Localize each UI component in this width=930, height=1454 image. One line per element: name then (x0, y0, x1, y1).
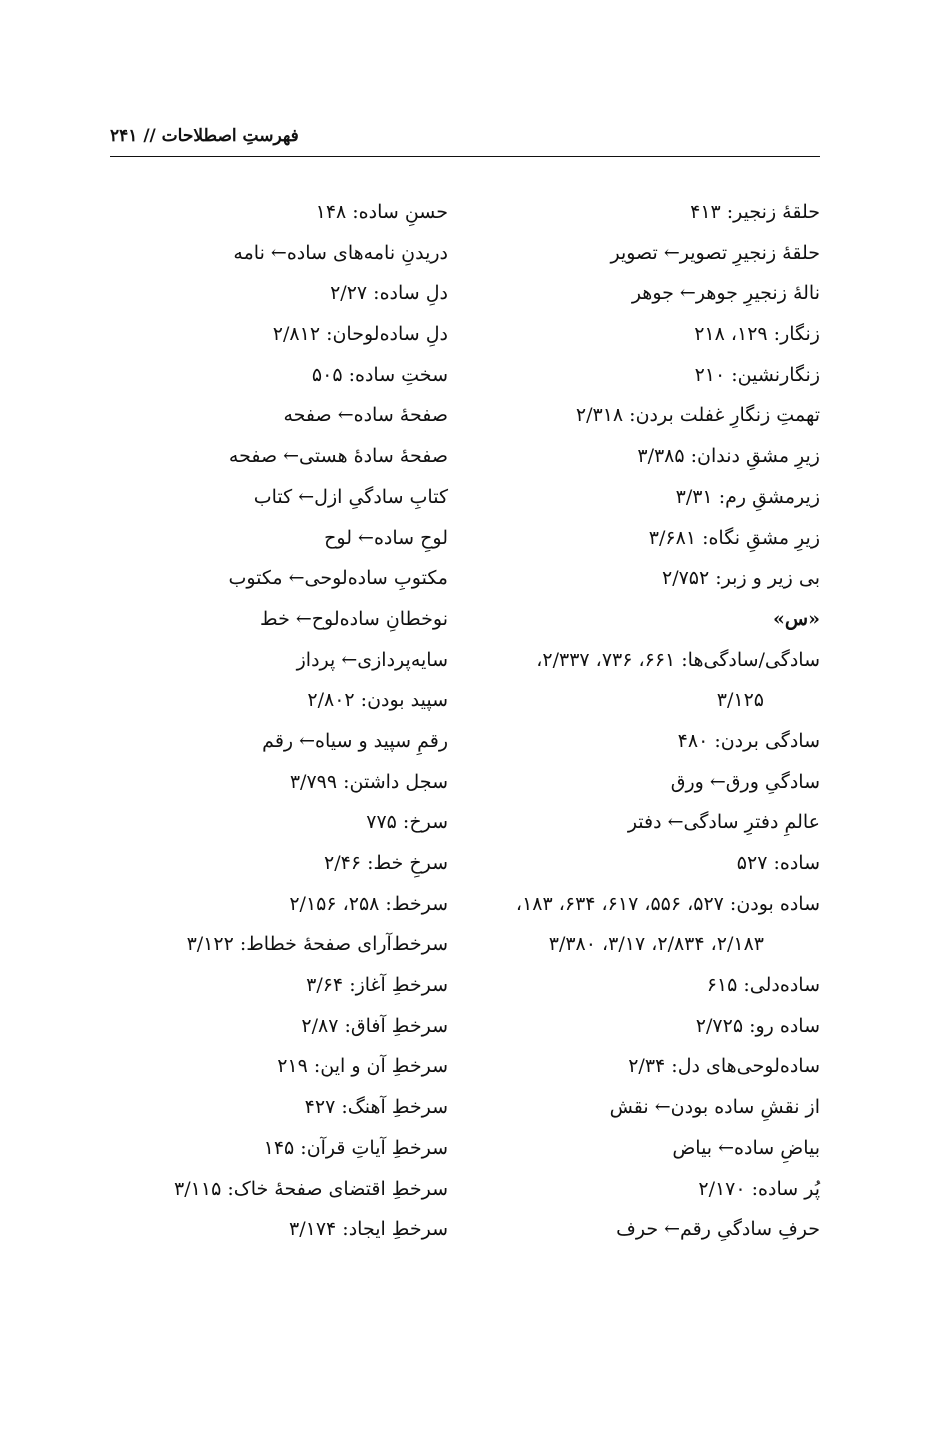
index-column-left (103, 192, 448, 1250)
running-header (110, 126, 820, 157)
index-entry: بیاضِ ساده← بیاض (672, 1136, 820, 1159)
index-entry: سرخطِ ایجاد: ۳/۱۷۴ (289, 1218, 448, 1241)
index-entry: حسنِ ساده: ۱۴۸ (315, 201, 448, 223)
index-entry: سرخطِ آغاز: ۳/۶۴ (306, 974, 448, 997)
index-entry: نالهٔ زنجیرِ جوهر← جوهر (631, 282, 820, 305)
index-entry: سرخطِ آهنگ: ۴۲۷ (304, 1096, 448, 1119)
index-entry-continuation: ۲/۱۸۳، ۲/۸۳۴، ۳/۱۷، ۳/۳۸۰ (548, 933, 764, 956)
index-entry: حلقهٔ زنجیر: ۴۱۳ (690, 201, 820, 223)
index-entry: زنگارنشین: ۲۱۰ (694, 363, 820, 386)
index-entry: دریدنِ نامه‌های ساده← نامه (233, 241, 448, 264)
index-entry: لوحِ ساده← لوح (324, 526, 448, 549)
index-entry: ساده بودن: ۵۲۷، ۵۵۶، ۶۱۷، ۶۳۴، ۱۸۳، (515, 892, 820, 915)
index-entry: صفحهٔ ساده← صفحه (283, 404, 448, 427)
index-entry: زیرِ مشقِ دندان: ۳/۳۸۵ (637, 445, 820, 468)
index-entry: سادگی بردن: ۴۸۰ (677, 729, 820, 752)
section-heading: «س» (773, 607, 820, 630)
index-entry: زنگار: ۱۲۹، ۲۱۸ (694, 323, 820, 346)
index-entry: سرخطِ آن و این: ۲۱۹ (277, 1055, 448, 1078)
index-entry: سایه‌پردازی← پرداز (296, 648, 448, 671)
index-entry: سرخ: ۷۷۵ (366, 811, 448, 834)
index-entry: عالمِ دفترِ سادگی← دفتر (627, 811, 820, 834)
index-entry: سادگیِ ورق← ورق (670, 770, 820, 793)
index-entry: سادگی/سادگی‌ها: ۶۶۱، ۷۳۶، ۲/۳۳۷، (536, 648, 820, 671)
index-entry: سرخطِ اقتضای صفحهٔ خاک: ۳/۱۱۵ (174, 1177, 448, 1200)
index-entry: سرخط‌آرای صفحهٔ خطاط: ۳/۱۲۲ (186, 933, 448, 956)
index-entry: زیرِ مشقِ نگاه: ۳/۶۸۱ (648, 526, 820, 549)
index-entry: رقمِ سپید و سیاه← رقم (262, 729, 448, 752)
index-entry: پُر ساده: ۲/۱۷۰ (698, 1177, 820, 1200)
index-entry: دلِ ساده‌لوحان: ۲/۸۱۲ (272, 323, 448, 346)
index-entry: ساده‌لوحی‌های دل: ۲/۳۴ (628, 1055, 820, 1078)
index-entry: صفحهٔ سادهٔ هستی← صفحه (228, 445, 448, 468)
index-entry: بی زیر و زبر: ۲/۷۵۲ (662, 567, 820, 590)
index-entry-continuation: ۳/۱۲۵ (716, 689, 764, 712)
index-entry: سجل داشتن: ۳/۷۹۹ (289, 770, 448, 793)
index-entry: نوخطانِ ساده‌لوح← خط (260, 607, 448, 630)
index-entry: تهمتِ زنگارِ غفلت بردن: ۲/۳۱۸ (575, 404, 820, 427)
index-entry: مکتوبِ ساده‌لوحی← مکتوب (228, 567, 448, 590)
index-entry: سرخط: ۲۵۸، ۲/۱۵۶ (289, 892, 448, 915)
index-entry: ساده‌دلی: ۶۱۵ (706, 974, 820, 997)
index-entry: زیرمشقِ رم: ۳/۳۱ (675, 485, 820, 508)
index-entry: سرخطِ آفاق: ۲/۸۷ (301, 1014, 448, 1037)
index-entry: دلِ ساده: ۲/۲۷ (330, 282, 448, 305)
index-entry: از نقشِ ساده بودن← نقش (609, 1096, 820, 1119)
index-entry: ساده رو: ۲/۷۲۵ (695, 1014, 820, 1037)
index-entry: ساده: ۵۲۷ (736, 852, 820, 874)
index-entry: حرفِ سادگیِ رقم← حرف (616, 1218, 820, 1241)
index-entry: سرخِ خط: ۲/۴۶ (324, 852, 448, 874)
index-entry: کتابِ سادگیِ ازل← کتاب (253, 485, 448, 508)
index-entry: سپید بودن: ۲/۸۰۲ (307, 689, 448, 712)
header-title: فهرستِ اصطلاحات // ۲۴۱ (110, 126, 299, 146)
index-entry: سرخطِ آیاتِ قرآن: ۱۴۵ (263, 1136, 448, 1159)
index-entry: سختِ ساده: ۵۰۵ (311, 363, 448, 386)
index-column-right (485, 192, 820, 1250)
index-entry: حلقهٔ زنجیرِ تصویر← تصویر (610, 241, 820, 264)
